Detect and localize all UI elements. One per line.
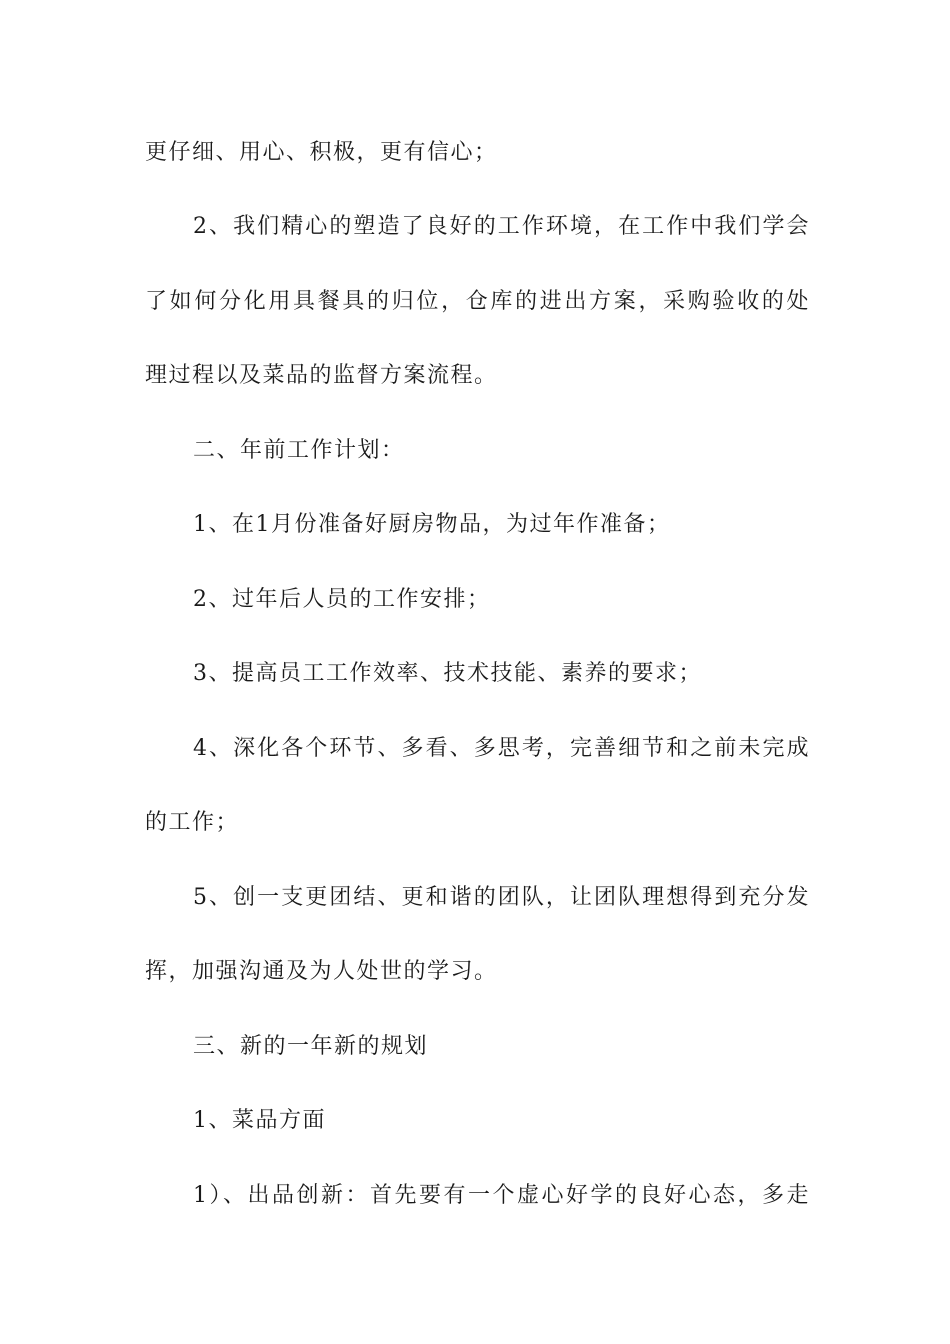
text-line-15: 1）、出品创新：首先要有一个虚心好学的良好心态，多走 <box>193 1183 810 1208</box>
section-heading-2: 二、年前工作计划： <box>193 438 405 463</box>
text-line-9: 4、深化各个环节、多看、多思考，完善细节和之前未完成 <box>193 736 810 761</box>
text-line-12: 挥，加强沟通及为人处世的学习。 <box>145 959 498 984</box>
text-line-7: 2、过年后人员的工作安排； <box>193 587 491 612</box>
text-line-8: 3、提高员工工作效率、技术技能、素养的要求； <box>193 661 702 686</box>
text-line-2: 2、我们精心的塑造了良好的工作环境，在工作中我们学会 <box>193 214 810 239</box>
text-line-1: 更仔细、用心、积极，更有信心； <box>145 140 498 165</box>
text-line-10: 的工作； <box>145 810 240 835</box>
section-heading-3: 三、新的一年新的规划 <box>193 1034 429 1059</box>
text-line-14: 1、菜品方面 <box>193 1108 326 1133</box>
text-line-11: 5、创一支更团结、更和谐的团队，让团队理想得到充分发 <box>193 885 810 910</box>
text-line-4: 理过程以及菜品的监督方案流程。 <box>145 363 498 388</box>
text-line-6: 1、在1月份准备好厨房物品，为过年作准备； <box>193 512 671 537</box>
text-line-3: 了如何分化用具餐具的归位，仓库的进出方案，采购验收的处 <box>145 289 810 314</box>
